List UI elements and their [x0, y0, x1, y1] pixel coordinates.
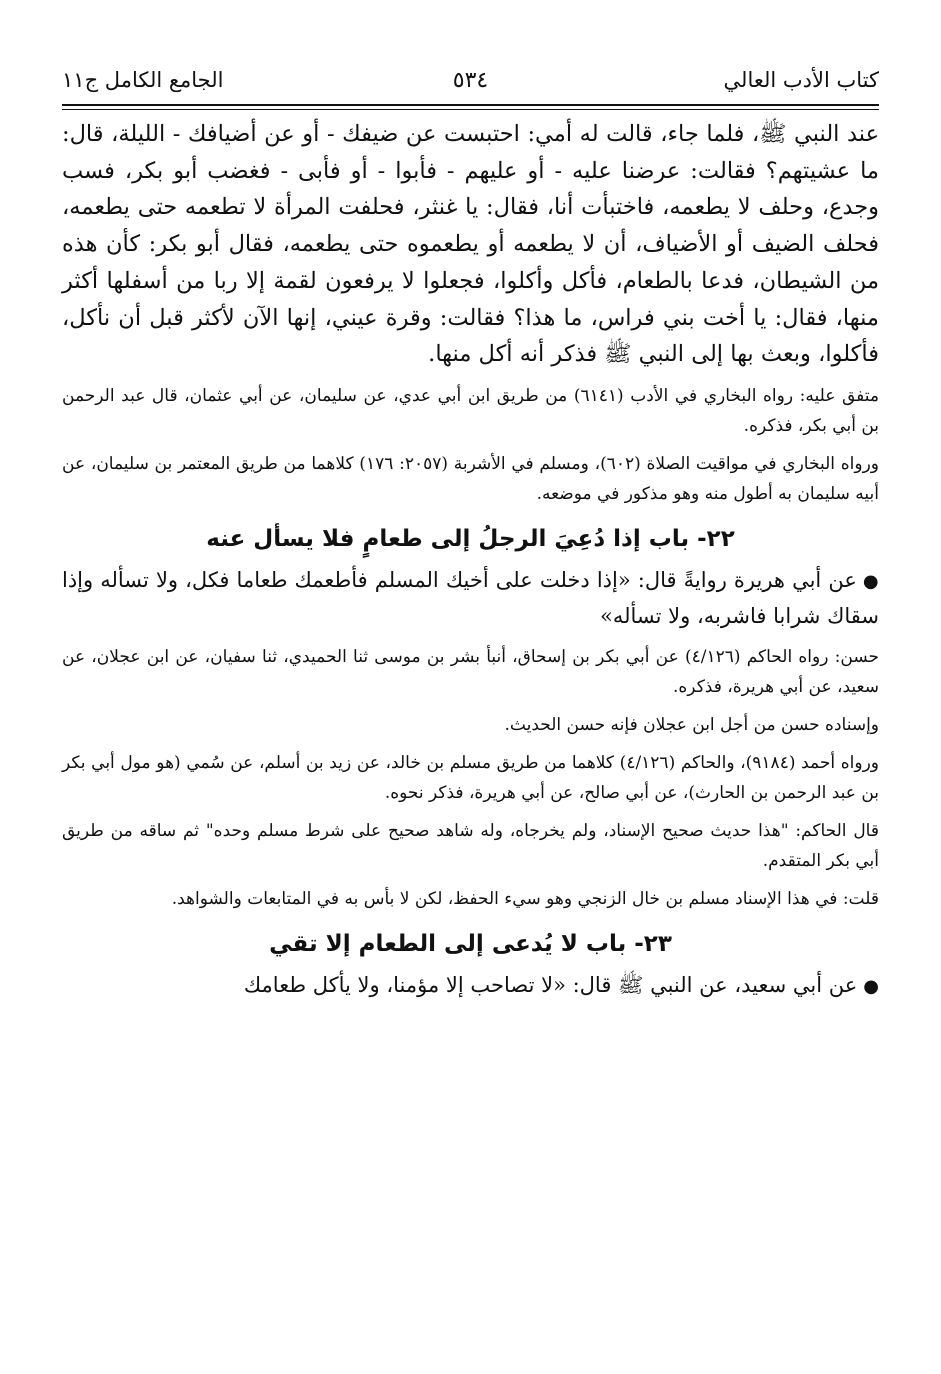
hadith-text: عن أبي هريرة روايةً قال: «إذا دخلت على أخيك المسلم فأطعمك طعاما فكل، ولا تسأله وإذا سقاك شرابا فاشربه، ولا تسأله»	[62, 567, 879, 628]
hadith-text: عن أبي سعيد، عن النبي ﷺ قال: «لا تصاحب إلا مؤمنا، ولا يأكل طعامك	[243, 972, 858, 997]
commentary-paragraph: متفق عليه: رواه البخاري في الأدب (٦١٤١) من طريق ابن أبي عدي، عن سليمان، عن أبي عثمان، قال عبد الرحمن بن أبي بكر، فذكره.	[62, 385, 879, 436]
chapter-23-hadith	[62, 968, 879, 1004]
page-number: ٥٣٤	[452, 68, 489, 93]
commentary-paragraph: ورواه أحمد (٩١٨٤)، والحاكم (٤/١٢٦) كلاهما من طريق مسلم بن خالد، عن زيد بن أسلم، عن سُمي (هو مول أبي بكر بن عبد الرحمن بن الحارث)، عن أبي صالح، عن أبي هريرة، فذكر نحوه.	[62, 752, 879, 803]
commentary-paragraph: حسن: رواه الحاكم (٤/١٢٦) عن أبي بكر بن إسحاق، أنبأ بشر بن موسى ثنا الحميدي، ثنا سفيان، عن ابن عجلان، عن سعيد، عن أبي هريرة، فذكره.	[62, 646, 880, 697]
book-page	[62, 62, 879, 1354]
book-title: كتاب الأدب العالي	[723, 68, 879, 92]
volume-title: الجامع الكامل ج١١	[62, 68, 224, 92]
commentary-paragraph: قال الحاكم: "هذا حديث صحيح الإسناد، ولم يخرجاه، وله شاهد صحيح على شرط مسلم وحده" ثم ساقه من طريق أبي بكر المتقدم.	[62, 820, 879, 871]
running-header	[62, 62, 879, 102]
chapter-22-heading: ٢٢- باب إذا دُعِيَ الرجلُ إلى طعامٍ فلا يسأل عنه	[206, 525, 735, 552]
opening-paragraph: عند النبي ﷺ، فلما جاء، قالت له أمي: احتبست عن ضيفك - أو عن أضيافك - الليلة، قال: ما عشيتهم؟ فقالت: عرضنا عليه - أو عليهم - فأبوا - أو فأبى - فغضب أبو بكر، فسب وجدع، وحلف لا يطعمه، فاختبأت أنا، فقال: يا غنثر، فحلفت المرأة لا تطعمه حتى يطعمه، فحلف الضيف أو الأضياف، أن لا يطعمه أو يطعموه حتى يطعمه، فقال أبو بكر: كأن هذه من الشيطان، فدعا بالطعام، فأكل وأكلوا، فجعلوا لا يرفعون لقمة إلا ربا من أسفلها أكثر منها، فقال: يا أخت بني فراس، ما هذا؟ فقالت: وقرة عيني، إنها الآن لأكثر قبل أن نأكل، فأكلوا، وبعث بها إلى النبي ﷺ فذكر أنه أكل منها.	[62, 121, 879, 368]
header-rule-thin	[62, 109, 879, 110]
chapter-22-hadith	[62, 563, 879, 634]
chapter-23-heading: ٢٣- باب لا يُدعى إلى الطعام إلا تقي	[269, 930, 672, 957]
commentary-paragraph: قلت: في هذا الإسناد مسلم بن خال الزنجي وهو سيء الحفظ، لكن لا بأس به في المتابعات والشواهد.	[171, 888, 879, 909]
commentary-paragraph: وإسناده حسن من أجل ابن عجلان فإنه حسن الحديث.	[504, 714, 879, 735]
commentary-paragraph: ورواه البخاري في مواقيت الصلاة (٦٠٢)، ومسلم في الأشربة (٢٠٥٧: ١٧٦) كلاهما من طريق المعتمر بن سليمان، عن أبيه سليمان به أطول منه وهو مذكور في موضعه.	[62, 453, 879, 504]
bullet-icon: ●	[862, 570, 879, 592]
header-rule	[62, 104, 879, 106]
bullet-icon: ●	[863, 975, 879, 997]
